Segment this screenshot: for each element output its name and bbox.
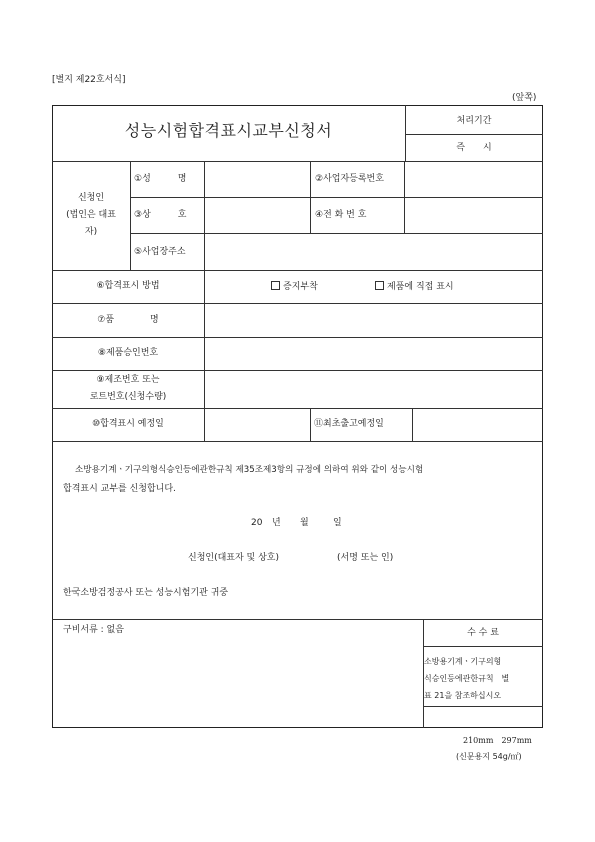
- biz-reg-field[interactable]: [407, 164, 543, 196]
- processing-period-value: 즉 시: [456, 143, 492, 153]
- applicant-group-label: 신청인: [77, 193, 105, 203]
- divider: [405, 134, 543, 135]
- company-field[interactable]: [206, 200, 310, 232]
- divider: [130, 233, 543, 234]
- serial-label: ⑨제조번호 또는: [96, 375, 160, 385]
- attachments-label: 구비서류 : 없음: [63, 625, 124, 635]
- divider: [310, 161, 311, 233]
- fee-note: 식승인등에관한규칙 별: [424, 674, 510, 683]
- sign-note: (서명 또는 인): [337, 553, 394, 563]
- product-field[interactable]: [208, 306, 542, 336]
- date-day-unit: 일: [333, 518, 342, 528]
- applicant-group-label: 자): [84, 227, 98, 237]
- statement-line: 소방용기계ㆍ기구의형식승인등에관한규칙 제35조제3항의 규정에 의하여 위와 같이 성능시험: [75, 465, 424, 475]
- divider: [310, 408, 311, 441]
- date-month-unit: 월: [300, 518, 309, 528]
- product-label: ⑦품 명: [97, 315, 159, 325]
- divider: [423, 646, 543, 647]
- company-label: ③상 호: [134, 210, 187, 220]
- divider: [412, 408, 413, 441]
- planned-date-label: ⑩합격표시 예정일: [92, 419, 164, 429]
- divider: [204, 161, 205, 270]
- applicant-group-label: (법인은 대표: [66, 210, 116, 220]
- divider: [52, 337, 543, 338]
- option-stamp[interactable]: [271, 281, 318, 293]
- divider: [52, 408, 543, 409]
- phone-field[interactable]: [407, 200, 543, 232]
- divider: [404, 161, 405, 233]
- signer-label: 신청인(대표자 및 상호): [188, 553, 279, 563]
- planned-date-field[interactable]: [208, 411, 310, 440]
- addressee: 한국소방검정공사 또는 성능시험기관 귀중: [63, 588, 229, 598]
- marking-method-label: ⑥합격표시 방법: [96, 281, 160, 291]
- divider: [423, 706, 543, 707]
- divider: [52, 441, 543, 442]
- option-direct[interactable]: [375, 281, 454, 293]
- checkbox-icon[interactable]: [375, 281, 384, 290]
- approval-no-label: ⑧제품승인번호: [97, 348, 159, 358]
- page-side: (앞쪽): [512, 93, 537, 103]
- paper-type: (신문용지 54g/㎡): [456, 752, 522, 761]
- divider: [204, 270, 205, 441]
- shipment-date-field[interactable]: [415, 411, 543, 440]
- divider: [52, 619, 543, 620]
- fee-label: 수 수 료: [467, 628, 499, 638]
- address-field[interactable]: [206, 236, 543, 269]
- form-number: [별지 제22호서식]: [52, 75, 126, 85]
- address-label: ⑤사업장주소: [134, 247, 186, 257]
- divider: [130, 197, 543, 198]
- name-field[interactable]: [206, 164, 310, 196]
- paper-size: 210mm 297mm: [463, 736, 532, 745]
- serial-label: 로트번호(신청수량): [89, 392, 167, 402]
- date-year: 20: [251, 518, 263, 528]
- form-title: 성능시험합격표시교부신청서: [124, 121, 333, 140]
- approval-no-field[interactable]: [208, 340, 542, 369]
- option-stamp-label: 증지부착: [283, 282, 318, 292]
- phone-label: ④전 화 번 호: [315, 210, 367, 220]
- statement-line: 합격표시 교부를 신청합니다.: [63, 484, 176, 494]
- divider: [52, 161, 543, 162]
- divider: [52, 370, 543, 371]
- fee-note: 표 21을 참조하십시오: [424, 691, 502, 700]
- divider: [130, 161, 131, 270]
- serial-field[interactable]: [208, 373, 542, 407]
- shipment-date-label: ⑪최초출고예정일: [314, 419, 384, 429]
- divider: [52, 303, 543, 304]
- processing-period-label: 처리기간: [456, 116, 492, 126]
- divider: [52, 270, 543, 271]
- checkbox-icon[interactable]: [271, 281, 280, 290]
- option-direct-label: 제품에 직접 표시: [387, 282, 454, 292]
- date-year-unit: 년: [272, 518, 281, 528]
- name-label: ①성 명: [134, 174, 187, 184]
- fee-note: 소방용기계ㆍ기구의형: [424, 657, 502, 666]
- biz-reg-label: ②사업자등록번호: [315, 174, 384, 184]
